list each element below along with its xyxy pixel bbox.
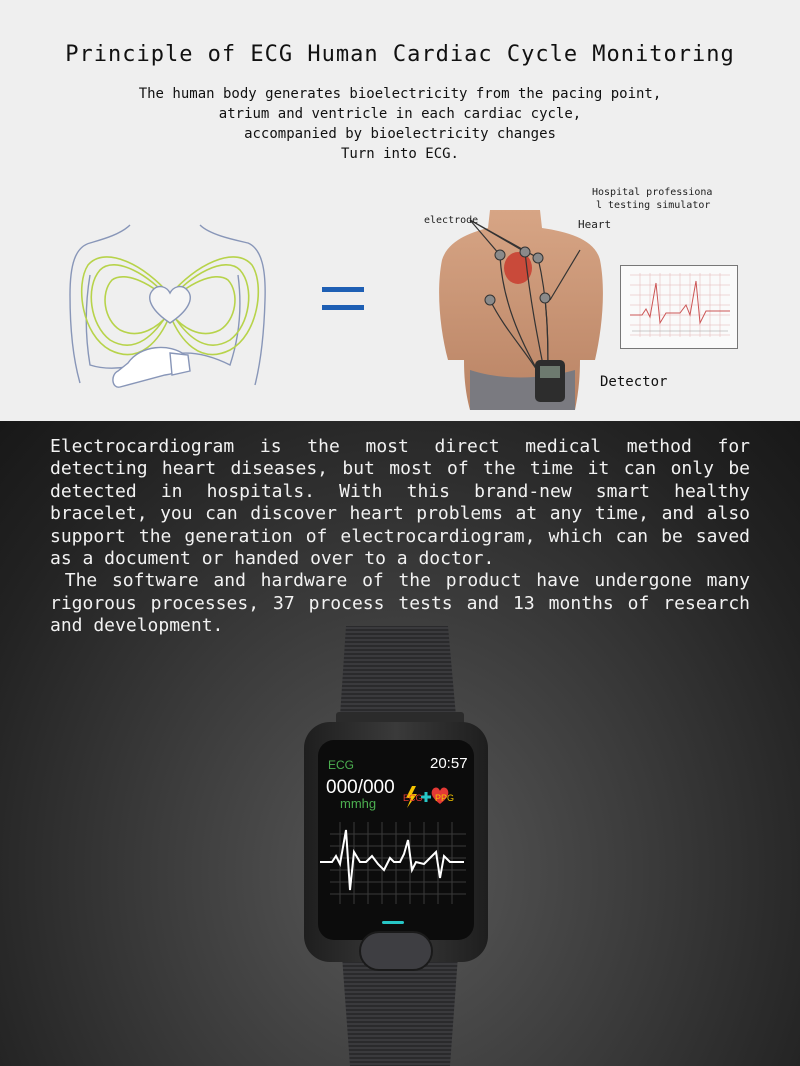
body-circuit-illustration [60,215,280,405]
detector-label: Detector [600,374,668,390]
watch-unit: mmhg [340,796,377,811]
ecg-sensor-button [360,932,432,970]
equals-icon [322,285,364,315]
watch-time: 20:57 [430,755,468,772]
description-paragraph-2: The software and hardware of the product have undergone many rigorous processes, 37 process tests and 13 months of research and development. [50,570,750,637]
intro-line-2: atrium and ventricle in each cardiac cycle, [218,106,582,122]
watch-reading: 000/000 [326,777,395,798]
watch-mode-label: ECG [328,758,355,772]
heart-outline-icon [150,287,191,323]
intro-line-4: Turn into ECG. [340,146,459,162]
intro-text [0,84,800,164]
hospital-label-line-2: l testing simulator [596,200,711,211]
lower-strap [342,956,458,1066]
description-paragraph-1: Electrocardiogram is the most direct medical method for detecting heart diseases, but most of the time it can only be detected in hospitals. With this brand-new smart healthy bracelet, you can discover heart problems at any time, and also support the generation of electrocardiogram, which can be saved as a document or handed over to a doctor. [50,436,750,570]
principle-section [0,0,800,421]
heart-label: Heart [578,218,612,231]
touch-indicator [382,921,404,924]
description-text [50,436,750,638]
upper-strap [340,626,456,716]
intro-line-1: The human body generates bioelectricity from the pacing point, [138,86,662,102]
watch-ecg-label: ECG [403,793,423,803]
torso-ecg-illustration [430,210,610,410]
smart-bracelet-image [300,626,500,1066]
intro-line-3: accompanied by bioelectricity changes [244,126,556,142]
watch-ppg-label: PPG [435,793,455,803]
ecg-printout-illustration [620,265,738,349]
product-section [0,421,800,1066]
electrode-label: electrode [424,215,479,226]
page-title: Principle of ECG Human Cardiac Cycle Monitoring [65,42,735,67]
hospital-label-line-1: Hospital professiona [592,187,713,198]
